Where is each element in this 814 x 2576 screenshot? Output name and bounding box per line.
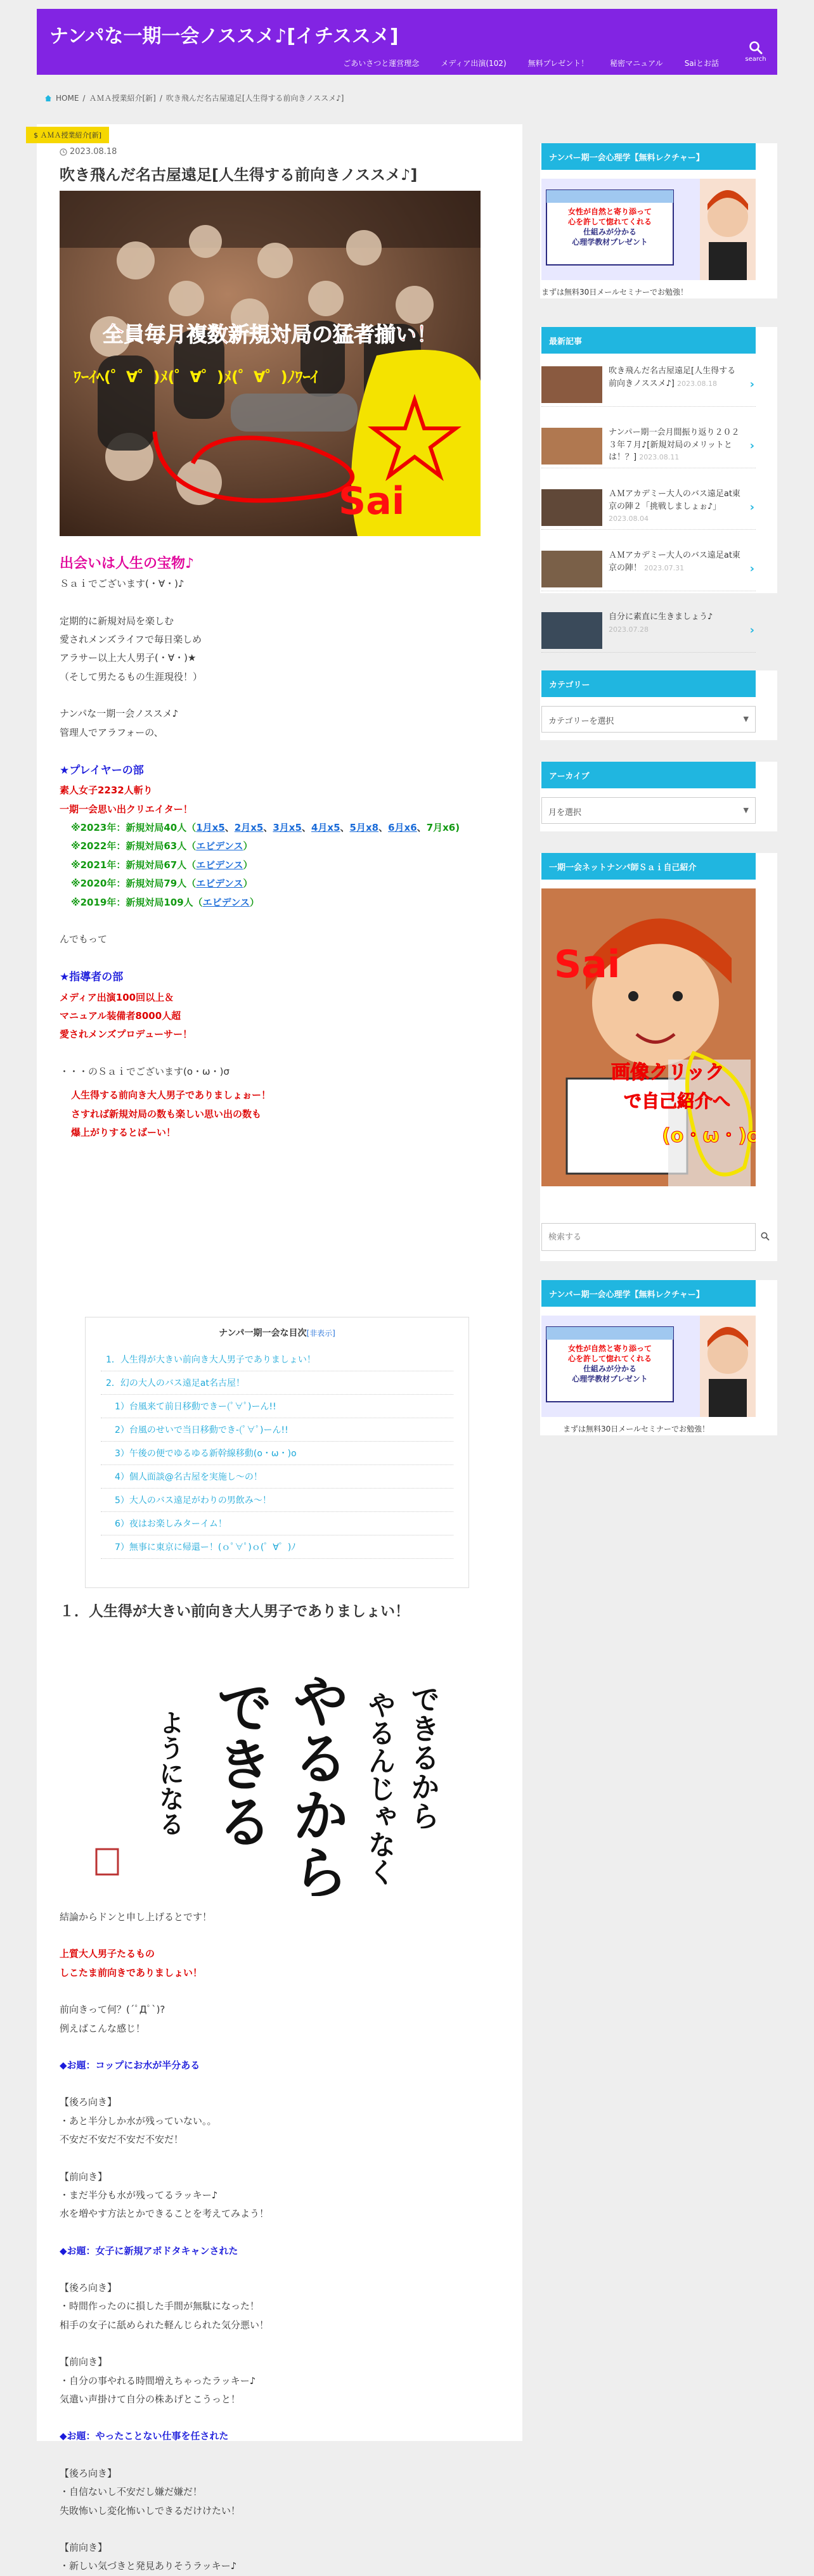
stat-prefix: ※2023年：新規対局40人（ (71, 822, 197, 834)
toc-item[interactable]: 7）無事に東京に帰還ー！(ｏﾟ∀ﾟ)ｏ(゜∀゜)ﾉ (101, 1535, 453, 1559)
evidence-link[interactable]: 3月x5 (273, 822, 302, 834)
body-line: 上質大人男子たるもの (60, 1948, 155, 1960)
body-line: 結論からドンと申し上げるとです！ (60, 1911, 212, 1923)
home-icon (44, 94, 52, 102)
calligraphy-line: ようになる (155, 1710, 185, 1836)
breadcrumb-sep: / (159, 93, 162, 103)
intro-line: 定期的に新規対局を楽しむ (60, 615, 174, 627)
post-date-text: 2023.08.18 (70, 147, 117, 157)
banner-line: 心を許して惚れてくれる (567, 1354, 652, 1363)
table-of-contents (85, 1317, 469, 1588)
instructor-line: マニュアル装備者8000人超 (60, 1010, 181, 1022)
body-line: 【前向き】 (60, 2170, 108, 2182)
recent-post-thumbnail (541, 428, 602, 465)
body-line: 相手の女子に舐められた軽んじられた気分悪い！ (60, 2319, 269, 2331)
recent-post-text (609, 426, 740, 464)
evidence-link[interactable]: 5月x8 (349, 822, 379, 834)
toc-item[interactable]: 6）夜はお楽しみターイム！ (101, 1512, 453, 1535)
eyecatch-image (60, 191, 481, 536)
body-line (60, 2150, 503, 2168)
section1-body (60, 1908, 503, 2576)
toc-item[interactable]: 2．幻の大人のバス遠足at名古屋！ (101, 1371, 453, 1395)
site-header (37, 9, 777, 75)
chevron-right-icon: › (749, 439, 754, 452)
widget-caption: まずは無料30日メールセミナーでお勉強！ (563, 1425, 710, 1433)
intro-line: （そして男たるもの生涯現役！） (60, 670, 203, 682)
quote-line: さすれば新規対局の数も楽しい思い出の数も (71, 1108, 262, 1120)
eyecatch-caption-2: ﾜｰｲﾍ(゜∀゜)ﾒ(゜∀゜)ﾒ(゜∀゜)ﾉﾜｰｲ (74, 368, 318, 386)
toc-item[interactable]: 1）台風来て前日移動できー(ﾟ∀ﾟ)ーん!! (101, 1395, 453, 1418)
body-line (60, 2038, 503, 2056)
body-line: ・まだ半分も水が残ってるラッキー♪ (60, 2189, 218, 2201)
stats-list (60, 819, 503, 912)
widget-categories (540, 670, 777, 740)
widget-title: アーカイブ (541, 762, 756, 788)
evidence-link[interactable]: 1月x5 (196, 822, 225, 834)
recent-post-item[interactable] (541, 547, 756, 591)
profile-text-4: (o・ω・)σ (662, 1125, 756, 1147)
nav-item-greeting[interactable]: ごあいさつと運営理念 (343, 59, 420, 68)
toc-title (86, 1326, 468, 1339)
nav-item-media[interactable]: メディア出演(102) (441, 59, 507, 68)
body-line: ◆お題：女子に新規アポドタキャンされた (60, 2245, 238, 2257)
intro-line: 管理人でアラフォーの、 (60, 726, 164, 738)
recent-post-date: 2023.08.04 (609, 515, 649, 523)
toc-toggle[interactable]: [非表示] (306, 1329, 335, 1338)
calligraphy-line: できる (206, 1678, 273, 1849)
calligraphy-line: やるから (282, 1672, 349, 1896)
recent-post-thumbnail (541, 551, 602, 587)
post-date (60, 147, 117, 157)
recent-post-item[interactable] (541, 485, 756, 530)
quote-line: 爆上がりするとばーい！ (71, 1127, 176, 1139)
profile-text-1: Sai (554, 942, 621, 987)
toc-item[interactable]: 2）台風のせいで当日移動でき-(ﾟ∀ﾟ)ーん!! (101, 1418, 453, 1442)
breadcrumb-sep: / (82, 93, 86, 103)
breadcrumb-current: 吹き飛んだ名古屋遠足[人生得する前向きノススメ♪] (165, 94, 344, 103)
global-nav (343, 58, 719, 68)
stat-tail: 7月x6) (426, 822, 460, 834)
site-title[interactable]: ナンパな一期一会ノススメ♪[イチススメ] (49, 25, 399, 48)
recent-post-date: 2023.07.28 (609, 625, 649, 634)
eyecatch-caption-1: 全員毎月複数新規対局の猛者揃い！ (103, 322, 437, 347)
widget-recent-posts (540, 327, 777, 637)
intro-heading: 出会いは人生の宝物♪ (60, 556, 195, 572)
body-line: ・自信ないし不安だし嫌だ嫌だ！ (60, 2486, 203, 2498)
section-heading: １．人生得が大きい前向き大人男子でありましょい！ (60, 1603, 410, 1620)
lecture-banner-2[interactable] (541, 1316, 756, 1417)
banner-line: 心を許して惚れてくれる (567, 217, 652, 226)
player-heading: ★プレイヤーの部 (60, 764, 144, 777)
recent-post-item[interactable] (541, 608, 756, 653)
recent-post-item[interactable] (541, 362, 756, 407)
profile-text-2: 画像クリック (611, 1061, 725, 1084)
stat-line (60, 856, 503, 875)
body-line: 気遣い声掛けて自分の株あげとこうっと！ (60, 2393, 241, 2406)
recent-post-thumbnail (541, 612, 602, 649)
intro-line: ナンパな一期一会ノススメ♪ (60, 708, 179, 720)
body-line: ◆お題：やったことない仕事を任された (60, 2430, 229, 2442)
body-line: 失敗怖いし変化怖いしできるだけけたい！ (60, 2504, 241, 2516)
toc-item[interactable]: 4）個人面談@名古屋を実施し～の！ (101, 1465, 453, 1489)
widget-profile (540, 853, 777, 1233)
instructor-line: 愛されメンズプロデューサー！ (60, 1028, 193, 1041)
recent-post-thumbnail (541, 366, 602, 403)
recent-post-title: 自分に素直に生きましょう♪ (609, 612, 713, 622)
stat-line (60, 875, 503, 893)
widget-lecture-2 (540, 1280, 777, 1435)
stat-prefix: ※2019年：新規対局109人（ (71, 896, 203, 908)
calligraphy-line: やるんじゃなく (363, 1691, 396, 1886)
archive-select[interactable] (541, 797, 756, 824)
body-line (60, 1982, 503, 2001)
body-line: 水を増やす方法とかできることを考えてみよう！ (60, 2208, 269, 2220)
stat-line: ※2023年：新規対局40人（1月x5、2月x5、3月x5、4月x5、5月x8、6月x6、7月x6) (71, 822, 460, 834)
recent-post-date: 2023.08.11 (639, 453, 680, 461)
intro-closing: ・・・のＳａｉでございます(o・ω・)σ (60, 1065, 229, 1077)
body-line: ・時間作ったのに損した手間が無駄になった！ (60, 2300, 260, 2312)
body-line: 【前向き】 (60, 2356, 108, 2368)
body-line: 【前向き】 (60, 2541, 108, 2553)
chevron-right-icon: › (749, 501, 754, 514)
search-icon (749, 41, 763, 54)
category-badge[interactable] (26, 127, 109, 143)
widget-title: カテゴリー (541, 670, 756, 697)
recent-post-text (609, 611, 740, 636)
breadcrumb-category[interactable]: ＡＭＡ授業紹介[新] (89, 94, 156, 103)
widget-title: ナンパー期一会心理学【無料レクチャー】 (541, 1280, 756, 1307)
recent-post-text (609, 365, 740, 390)
recent-post-text (609, 549, 740, 574)
chevron-right-icon: › (749, 378, 754, 391)
toc-title-text: ナンパ一期一会な目次 (219, 1328, 307, 1338)
folder-icon: $ (34, 131, 41, 139)
post-title: 吹き飛んだ名古屋遠足[人生得する前向きノススメ♪] (60, 166, 418, 184)
intro-line: んでもって (60, 933, 108, 945)
instructor-line: メディア出演100回以上＆ (60, 991, 174, 1003)
body-line (60, 2520, 503, 2539)
recent-post-date: 2023.08.18 (677, 379, 717, 388)
banner-line: 女性が自然と寄り添って (567, 1344, 652, 1353)
breadcrumb (44, 93, 344, 103)
body-line: ◆お題：コップにお水が半分ある (60, 2059, 200, 2071)
calligraphy-line: できるから (406, 1684, 441, 1830)
body-line: ・あと半分しか水が残っていない。。 (60, 2115, 217, 2127)
player-line: 一期一会思い出クリエイター！ (60, 803, 193, 815)
profile-text-3: で自己紹介へ (624, 1091, 731, 1112)
evidence-link[interactable]: 6月x6 (388, 822, 417, 834)
recent-post-title: ナンパー期一会月間振り返り２０２３年７月♪[新規対局のメリットとは！？] (609, 428, 740, 462)
intro-line: Ｓａｉでございます(・∀・)♪ (60, 578, 184, 590)
quote-line: 人生得する前向き大人男子でありましょぉー！ (71, 1089, 271, 1101)
banner-line: 心理学教材プレゼント (572, 1375, 648, 1383)
search-label: search (745, 56, 766, 63)
toc-list (101, 1348, 453, 1559)
banner-line: 女性が自然と寄り添って (567, 207, 652, 216)
evidence-link[interactable]: エビデンス (202, 896, 250, 908)
banner-line: 心理学教材プレゼント (572, 238, 648, 247)
toc-item[interactable]: 5）大人のバス遠足がわりの男飲み～！ (101, 1489, 453, 1512)
body-line (60, 2446, 503, 2464)
widget-caption: まずは無料30日メールセミナーでお勉強！ (541, 288, 688, 297)
breadcrumb-home[interactable]: HOME (56, 93, 79, 103)
stat-line (60, 837, 503, 855)
instructor-heading: ★指導者の部 (60, 971, 124, 984)
evidence-link[interactable]: エビデンス (196, 840, 243, 852)
evidence-link[interactable]: 2月x5 (234, 822, 264, 834)
stat-line (60, 894, 503, 912)
body-line: 【後ろ向き】 (60, 2467, 117, 2479)
category-select-value: カテゴリーを選択 (548, 717, 614, 726)
stat-prefix: ※2020年：新規対局79人（ (71, 878, 197, 890)
widget-archive (540, 762, 777, 831)
search-input[interactable] (541, 1223, 756, 1251)
evidence-link[interactable]: エビデンス (196, 878, 243, 890)
body-line: 不安だ不安だ不安だ不安だ！ (60, 2134, 184, 2146)
body-line: しこたま前向きでありましょい！ (60, 1966, 203, 1978)
body-line (60, 1926, 503, 1945)
player-line: 素人女子2232人斬り (60, 785, 153, 797)
nav-item-manual[interactable]: 秘密マニュアル (610, 59, 663, 68)
lecture-banner[interactable] (541, 179, 756, 280)
body-line: 前向きって何？(´ﾟДﾟ`)? (60, 2004, 165, 2016)
stat-prefix: ※2021年：新規対局67人（ (71, 859, 197, 871)
category-select[interactable] (541, 706, 756, 733)
chevron-right-icon: › (749, 624, 754, 637)
body-line: ・新しい気づきと発見ありそうラッキー♪ (60, 2560, 237, 2572)
search-icon[interactable] (761, 1232, 770, 1241)
evidence-link[interactable]: 4月x5 (311, 822, 340, 834)
calligraphy-image (81, 1640, 459, 1896)
chevron-right-icon: › (749, 562, 754, 575)
nav-item-talk[interactable]: Saiとお話 (684, 59, 719, 68)
body-line (60, 2409, 503, 2427)
stat-tail: ） (243, 859, 253, 871)
widget-title: ナンパー期一会心理学【無料レクチャー】 (541, 143, 756, 170)
banner-line: 仕組みが分かる (583, 227, 637, 236)
recent-post-text (609, 488, 740, 525)
recent-post-title: 吹き飛んだ名古屋遠足[人生得する前向きノススメ♪] (609, 366, 736, 388)
recent-post-item[interactable] (541, 424, 756, 468)
stat-tail: ） (243, 878, 253, 890)
body-line (60, 2224, 503, 2242)
article (34, 124, 522, 2572)
chevron-down-icon: ▼ (743, 715, 749, 723)
widget-lecture (540, 143, 777, 298)
recent-post-title: ＡＭアカデミー大人のバス遠足at東京の陣！ (609, 551, 740, 573)
body-line: 例えばこんな感じ！ (60, 2022, 146, 2034)
evidence-link[interactable]: エビデンス (196, 859, 243, 871)
recent-post-thumbnail (541, 489, 602, 526)
body-line (60, 2260, 503, 2279)
nav-item-present[interactable]: 無料プレゼント！ (527, 59, 589, 68)
archive-select-value: 月を選択 (548, 808, 582, 817)
intro-line: 愛されメンズライフで毎日楽しめ (60, 633, 202, 645)
profile-image[interactable] (541, 888, 756, 1186)
stat-tail: ） (249, 896, 259, 908)
body-line: 【後ろ向き】 (60, 2096, 117, 2108)
body-line (60, 2335, 503, 2353)
widget-search (540, 1223, 777, 1261)
chevron-down-icon: ▼ (743, 806, 749, 814)
header-search-button[interactable] (742, 41, 770, 63)
body-line: 【後ろ向き】 (60, 2282, 117, 2294)
category-label: ＡＭＡ授業紹介[新] (40, 131, 102, 139)
stat-prefix: ※2022年：新規対局63人（ (71, 840, 197, 852)
banner-line: 仕組みが分かる (583, 1364, 637, 1373)
stat-tail: ） (243, 840, 253, 852)
recent-post-date: 2023.07.31 (644, 563, 685, 572)
clock-icon (60, 148, 67, 156)
eyecatch-caption-3: Sai (339, 479, 405, 523)
seal-stamp (96, 1849, 118, 1874)
toc-item[interactable]: 1．人生得が大きい前向き大人男子でありましょい！ (101, 1348, 453, 1371)
intro-body (60, 553, 503, 1142)
widget-title: 一期一会ネットナンパ師Ｓａｉ自己紹介 (541, 853, 756, 880)
recent-post-title: ＡＭアカデミー大人のバス遠足at東京の陣２「挑戦しましょぉ♪」 (609, 489, 740, 511)
body-line: ・自分の事やれる時間増えちゃったラッキー♪ (60, 2374, 256, 2387)
body-line (60, 2075, 503, 2093)
intro-line: アラサー以上大人男子(・∀・)★ (60, 652, 197, 664)
widget-title: 最新記事 (541, 327, 756, 354)
toc-item[interactable]: 3）午後の便でゆるゆる新幹線移動(o・ω・)o (101, 1442, 453, 1465)
